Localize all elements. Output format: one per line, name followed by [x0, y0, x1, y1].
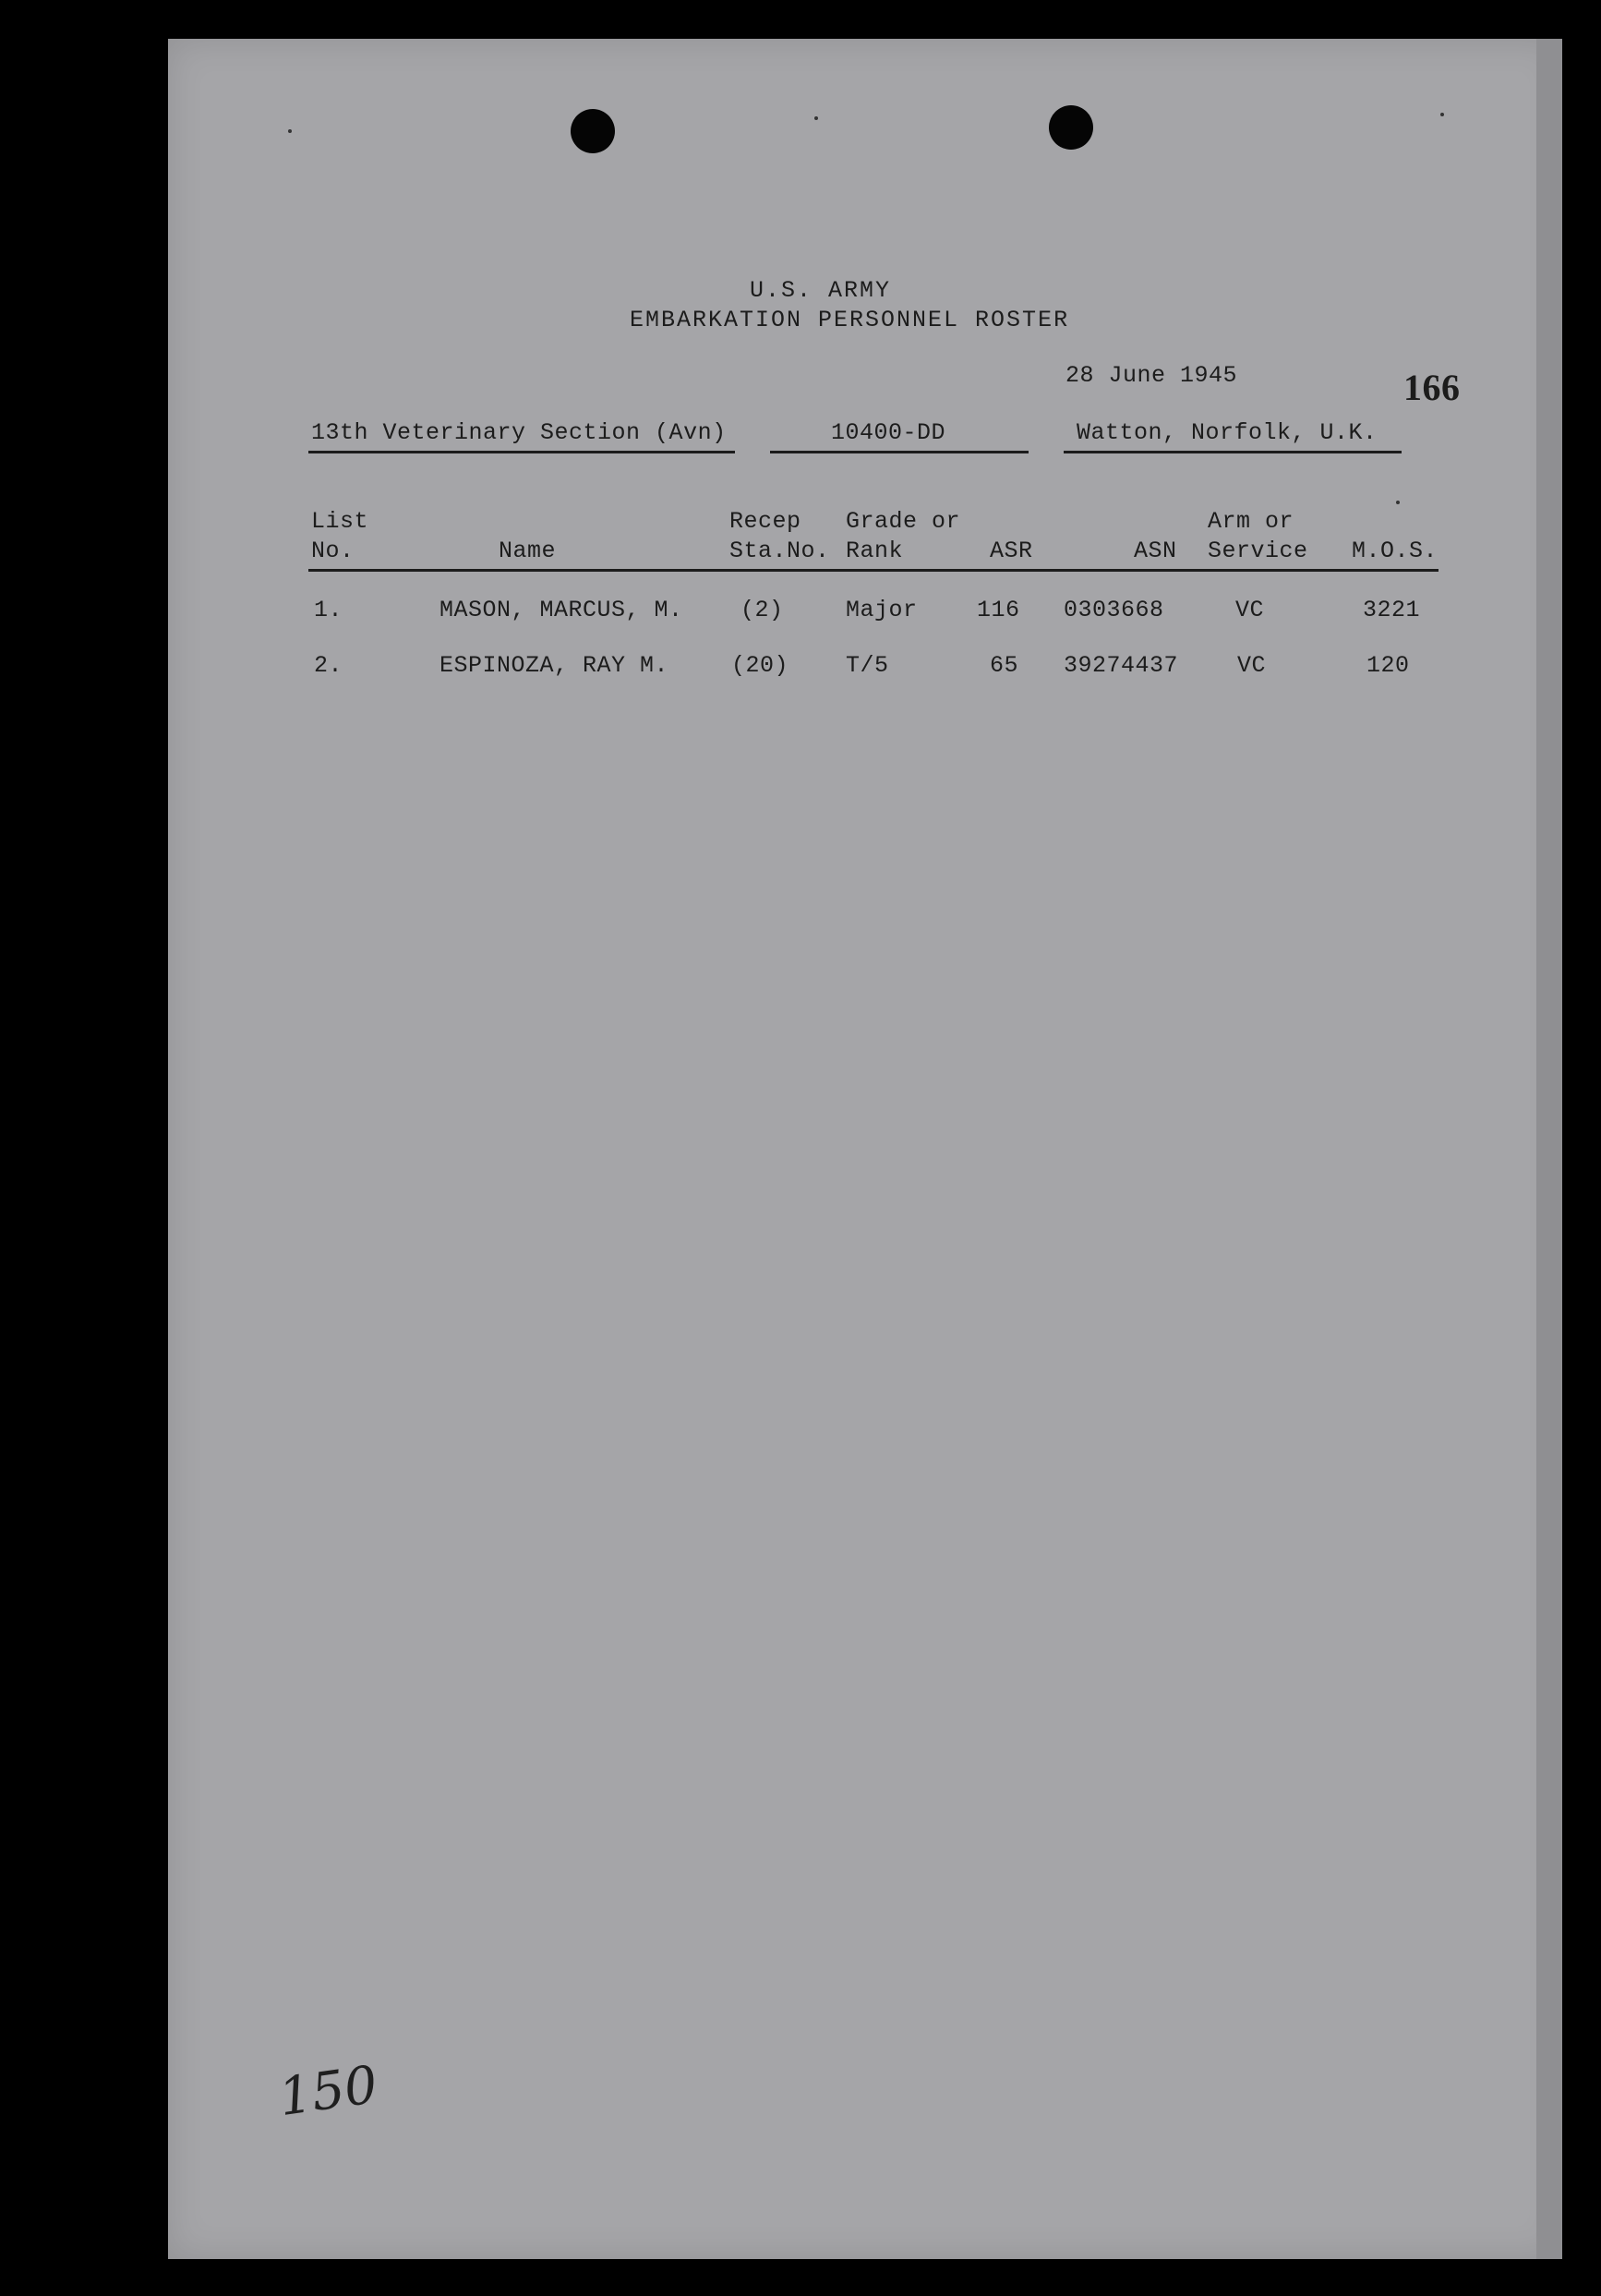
row-2-recep: (20)	[731, 652, 789, 679]
speck	[288, 129, 292, 133]
row-2-asn: 39274437	[1064, 652, 1179, 679]
row-2-asr: 65	[990, 652, 1019, 679]
row-1-grade: Major	[846, 597, 918, 623]
row-1-asr: 116	[977, 597, 1020, 623]
unit-location-underline	[1064, 451, 1402, 453]
punch-hole-right	[1049, 105, 1093, 150]
row-1-no: 1.	[314, 597, 343, 623]
speck	[814, 116, 818, 120]
col-arm-line1: Arm or	[1208, 508, 1294, 535]
page-edge	[1536, 39, 1562, 2259]
row-2-arm: VC	[1237, 652, 1267, 679]
header-underline	[308, 569, 1438, 572]
roster-page	[168, 39, 1562, 2259]
col-list-no-line1: List	[311, 508, 369, 535]
unit-name-underline	[308, 451, 735, 453]
col-mos: M.O.S.	[1352, 538, 1438, 564]
col-recep-line2: Sta.No.	[729, 538, 830, 564]
col-arm-line2: Service	[1208, 538, 1308, 564]
unit-name: 13th Veterinary Section (Avn)	[311, 419, 727, 446]
row-2-no: 2.	[314, 652, 343, 679]
col-list-no-line2: No.	[311, 538, 355, 564]
unit-code-underline	[770, 451, 1029, 453]
page-number: 166	[1403, 367, 1461, 408]
col-grade-line1: Grade or	[846, 508, 961, 535]
header-line-2: EMBARKATION PERSONNEL ROSTER	[630, 307, 1070, 333]
row-2-mos: 120	[1366, 652, 1410, 679]
unit-location: Watton, Norfolk, U.K.	[1077, 419, 1378, 446]
speck	[1440, 113, 1444, 116]
row-1-arm: VC	[1235, 597, 1265, 623]
row-1-name: MASON, MARCUS, M.	[439, 597, 683, 623]
roster-date: 28 June 1945	[1065, 362, 1238, 389]
speck	[1396, 501, 1400, 504]
row-1-recep: (2)	[740, 597, 784, 623]
col-name: Name	[499, 538, 557, 564]
row-1-mos: 3221	[1363, 597, 1421, 623]
row-2-grade: T/5	[846, 652, 889, 679]
col-asr: ASR	[990, 538, 1033, 564]
header-line-1: U.S. ARMY	[750, 277, 892, 304]
col-recep-line1: Recep	[729, 508, 801, 535]
row-1-asn: 0303668	[1064, 597, 1164, 623]
row-2-name: ESPINOZA, RAY M.	[439, 652, 669, 679]
handwritten-note: 150	[274, 2054, 381, 2129]
punch-hole-left	[571, 109, 615, 153]
unit-code: 10400-DD	[831, 419, 946, 446]
col-asn: ASN	[1134, 538, 1177, 564]
col-grade-line2: Rank	[846, 538, 904, 564]
